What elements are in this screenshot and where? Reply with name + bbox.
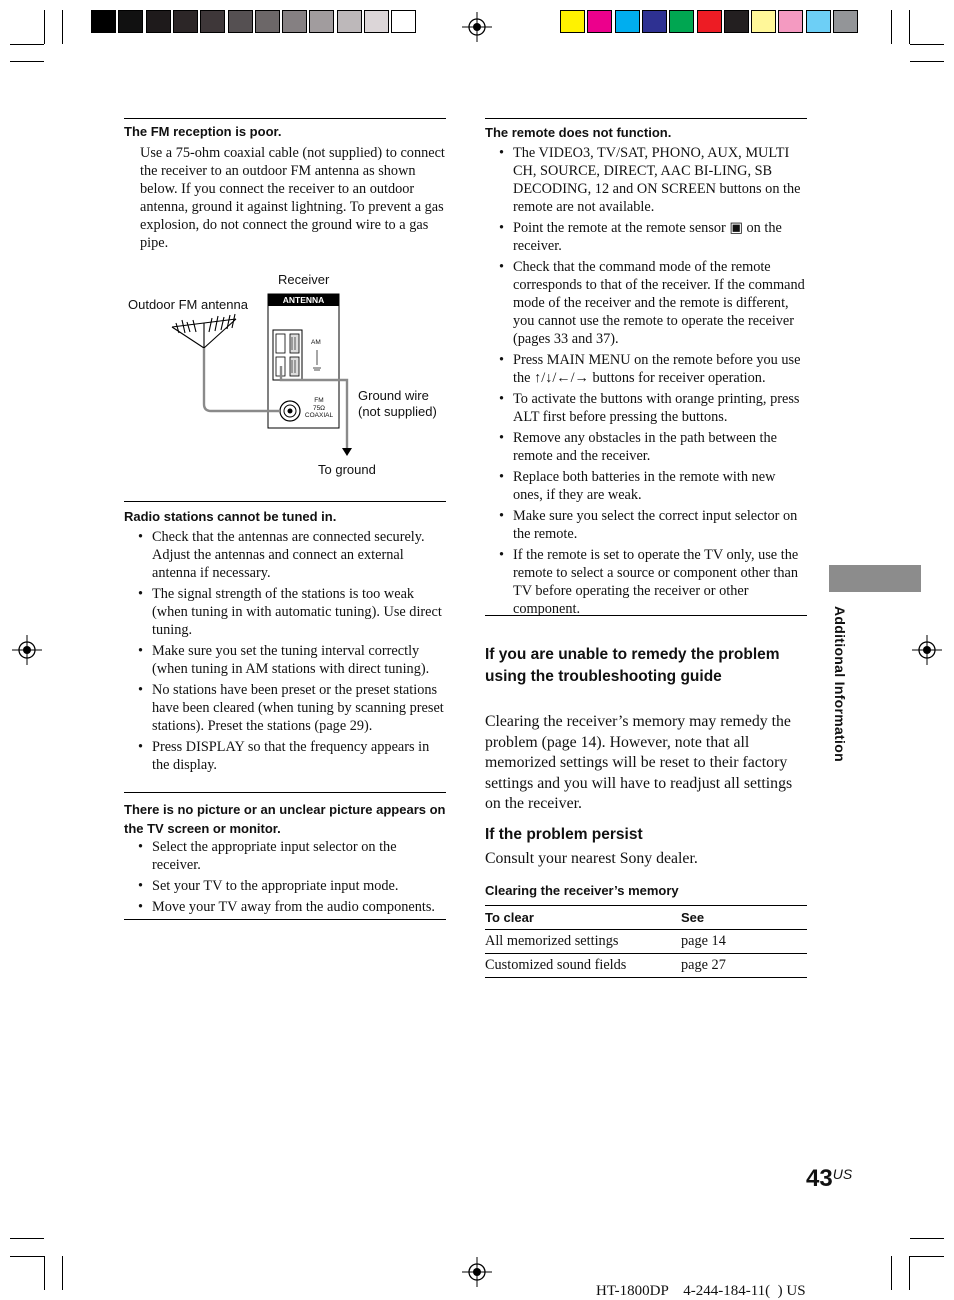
table-row (485, 930, 807, 954)
radio-item: • Make sure you set the tuning interval correctly (when tuning in AM stations with direct tuning). (124, 642, 446, 678)
radio-list (124, 528, 446, 777)
picture-item: • Move your TV away from the audio components. (124, 898, 446, 916)
picture-item: • Set your TV to the appropriate input mode. (124, 877, 446, 895)
unable-body: Clearing the receiver’s memory may remedy the problem (page 14). However, note that all memorized settings will be reset to their factory settings and you will have to readjust all settings on the receiver. (485, 713, 793, 812)
remote-heading: The remote does not function. (485, 125, 672, 140)
arrow-buttons-icon: ↑/↓/←/→ (534, 370, 589, 386)
remote-top-rule (485, 118, 807, 119)
table-header-row (485, 906, 807, 930)
registration-mark-left-icon (12, 635, 42, 665)
picture-bottom-rule (124, 919, 446, 920)
color-swatch (587, 10, 612, 33)
to-ground-arrow-icon (342, 448, 352, 456)
to-ground-label: To ground (318, 462, 376, 477)
radio-top-rule (124, 501, 446, 502)
color-swatch (697, 10, 722, 33)
picture-list (124, 838, 446, 919)
radio-item: • No stations have been preset or the preset stations have been cleared (when tuning by scanning preset stations). Preset the stations (page 29). (124, 681, 446, 735)
gray-swatch (391, 10, 416, 33)
outdoor-fm-antenna-label: Outdoor FM antenna (128, 297, 248, 312)
color-swatch (806, 10, 831, 33)
color-swatch (560, 10, 585, 33)
gray-swatch (309, 10, 334, 33)
radio-item: • Check that the antennas are connected securely. Adjust the antennas and connect an external antenna if necessary. (124, 528, 446, 582)
receiver-label: Receiver (278, 272, 330, 287)
remote-item: • Point the remote at the remote sensor ▣ on the receiver. (485, 219, 807, 255)
gray-swatch (118, 10, 143, 33)
side-tab-label: Additional Information (832, 606, 848, 762)
row-see: page 27 (681, 957, 726, 973)
color-swatch (669, 10, 694, 33)
table-row (485, 954, 807, 978)
registration-mark-top-icon (462, 12, 492, 42)
gray-swatch (146, 10, 171, 33)
col-see: See (681, 910, 705, 925)
page-number: $43^{US}$ (806, 1165, 853, 1192)
am-label: AM (311, 339, 321, 346)
fm-antenna-diagram (124, 266, 446, 486)
fm-top-rule (124, 118, 446, 119)
remote-item: • To activate the buttons with orange printing, press ALT first before pressing the buttons. (485, 390, 807, 426)
registration-mark-right-icon (912, 635, 942, 665)
color-swatch (778, 10, 803, 33)
section-tab-marker (829, 565, 921, 592)
clearing-table (485, 905, 807, 978)
fm-coaxial-label: FM 75Ω COAXIAL (304, 397, 334, 419)
gray-swatch (200, 10, 225, 33)
footer-code: HT-1800DP 4-244-184-11( ) US (596, 1283, 806, 1299)
registration-mark-bottom-icon (462, 1257, 492, 1287)
remote-bottom-rule (485, 615, 807, 616)
gray-swatch (282, 10, 307, 33)
radio-heading: Radio stations cannot be tuned in. (124, 509, 337, 524)
persist-heading: If the problem persist (485, 826, 643, 843)
antenna-header-label: ANTENNA (282, 295, 325, 305)
picture-item: • Select the appropriate input selector on the receiver. (124, 838, 446, 874)
gray-swatch (364, 10, 389, 33)
col-to-clear: To clear (485, 910, 534, 925)
outdoor-fm-antenna-icon (172, 314, 236, 348)
gray-swatch (91, 10, 116, 33)
color-swatch (833, 10, 858, 33)
color-swatch (642, 10, 667, 33)
row-see: page 14 (681, 933, 726, 949)
remote-list (485, 144, 807, 621)
remote-item: • If the remote is set to operate the TV only, use the remote to select a source or component other than TV before operating the receiver or other component. (485, 546, 807, 618)
color-swatch (615, 10, 640, 33)
row-item: Customized sound fields (485, 957, 627, 973)
remote-item: • The VIDEO3, TV/SAT, PHONO, AUX, MULTI CH, SOURCE, DIRECT, AAC BI-LING, SB DECODING, 12 and ON SCREEN buttons on the remote are not available. (485, 144, 807, 216)
color-swatch (751, 10, 776, 33)
picture-top-rule (124, 792, 446, 793)
remote-item: • Replace both batteries in the remote with new ones, if they are weak. (485, 468, 807, 504)
remote-item: • Make sure you select the correct input selector on the remote. (485, 507, 807, 543)
gray-swatch (255, 10, 280, 33)
fm-heading: The FM reception is poor. (124, 124, 282, 139)
gray-swatch (228, 10, 253, 33)
picture-heading: There is no picture or an unclear picture appears on the TV screen or monitor. (124, 802, 446, 836)
remote-item: • Press MAIN MENU on the remote before you use the ↑/↓/←/→ buttons for receiver operation. (485, 351, 807, 387)
ground-wire-label: Ground wire (not supplied) (358, 388, 437, 419)
gray-swatch (173, 10, 198, 33)
row-item: All memorized settings (485, 933, 619, 949)
fm-body: Use a 75-ohm coaxial cable (not supplied) to connect the receiver to an outdoor FM antenna as shown below. If you connect the receiver to an outdoor antenna, ground it against lightning. To prevent a gas explosion, do not connect the ground wire to a gas pipe. (140, 145, 445, 251)
unable-heading: If you are unable to remedy the problem using the troubleshooting guide (485, 646, 780, 685)
remote-sensor-icon: ▣ (729, 220, 743, 236)
gray-swatch (337, 10, 362, 33)
remote-item: • Check that the command mode of the remote corresponds to that of the receiver. If the command mode of the receiver and the remote is different, you cannot use the remote to operate the receiver (pages 33 and 37). (485, 258, 807, 348)
color-swatch (724, 10, 749, 33)
page-number-suffix: US (832, 1166, 853, 1182)
remote-item: • Remove any obstacles in the path between the remote and the receiver. (485, 429, 807, 465)
persist-body: Consult your nearest Sony dealer. (485, 850, 698, 867)
clearing-heading: Clearing the receiver’s memory (485, 883, 679, 898)
radio-item: • The signal strength of the stations is too weak (when tuning in with automatic tuning). Use direct tuning. (124, 585, 446, 639)
radio-item: • Press DISPLAY so that the frequency appears in the display. (124, 738, 446, 774)
